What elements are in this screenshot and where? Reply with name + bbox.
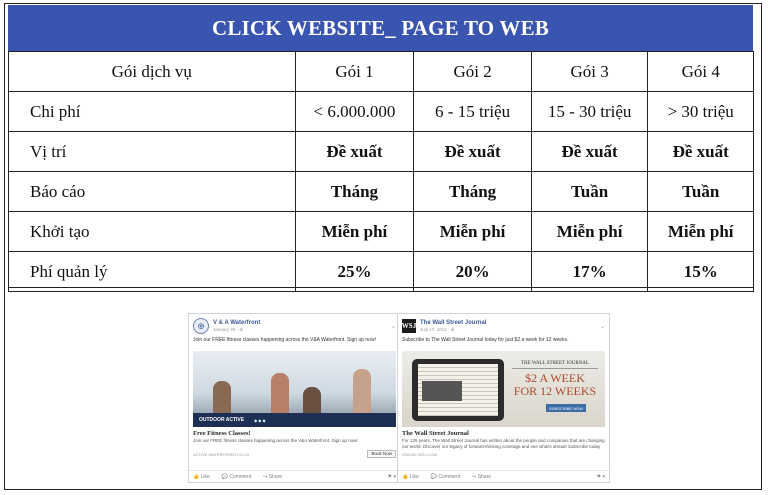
ad-headline[interactable]: The Wall Street Journal	[402, 430, 469, 437]
reactions-icon[interactable]: ⚑ ▾	[387, 473, 396, 480]
like-button[interactable]: 👍 Like	[193, 473, 210, 480]
row-label: Vị trí	[9, 132, 296, 172]
ad-header	[398, 314, 609, 335]
table-cell: Tháng	[295, 172, 414, 212]
table-header-row	[9, 52, 754, 92]
table-cell: Đề xuất	[648, 132, 754, 172]
page-name[interactable]: V & A Waterfront	[213, 319, 261, 326]
table-cell: 25%	[295, 252, 414, 292]
header-package: Gói dịch vụ	[9, 52, 296, 92]
table-cell: Tuần	[531, 172, 648, 212]
divider	[8, 287, 754, 288]
like-button[interactable]: 👍 Like	[402, 473, 419, 480]
header-package-2: Gói 2	[414, 52, 532, 92]
table-row-position	[9, 132, 754, 172]
header-package-1: Gói 1	[295, 52, 414, 92]
subscribe-now-button[interactable]: SUBSCRIBE NOW	[546, 404, 586, 412]
ad-url[interactable]: ACTIVE.WATERFRONT.CO.ZA	[193, 451, 250, 457]
ad-description: Join our FREE fitness classes happening across the V&A Waterfront. Sign up now!	[193, 438, 358, 443]
ad-text: Join our FREE fitness classes happening across the V&A Waterfront. Sign up now!	[193, 337, 376, 343]
table-row-cost	[9, 92, 754, 132]
table-row-report	[9, 172, 754, 212]
comment-button[interactable]: 💬 Comment	[430, 473, 461, 480]
book-now-button[interactable]: Book Now	[367, 450, 396, 458]
ad-header	[189, 314, 400, 335]
table-cell: Miễn phí	[648, 212, 754, 252]
chevron-down-icon[interactable]: ⌄	[599, 323, 605, 330]
table-cell: Đề xuất	[414, 132, 532, 172]
offer-panel	[512, 361, 598, 412]
table-cell: Miễn phí	[295, 212, 414, 252]
table-cell: 15%	[648, 252, 754, 292]
ad-actions	[189, 470, 400, 482]
row-label: Phí quản lý	[9, 252, 296, 292]
table-cell: > 30 triệu	[648, 92, 754, 132]
table-cell: 20%	[414, 252, 532, 292]
table-cell: Tháng	[414, 172, 532, 212]
header-package-4: Gói 4	[648, 52, 754, 92]
reactions-icon[interactable]: ⚑ ▾	[596, 473, 605, 480]
table-cell: 15 - 30 triệu	[531, 92, 648, 132]
outdoor-active-logo: OUTDOOR ACTIVE	[199, 416, 245, 423]
row-label: Chi phí	[9, 92, 296, 132]
offer-text: $2 A WEEK FOR 12 WEEKS	[513, 371, 597, 398]
wsj-logo-icon: WSJ	[402, 319, 416, 333]
page-name[interactable]: The Wall Street Journal	[420, 319, 487, 326]
table-cell: Miễn phí	[531, 212, 648, 252]
row-label: Báo cáo	[9, 172, 296, 212]
ad-image[interactable]	[193, 351, 396, 427]
share-button[interactable]: ↪ Share	[263, 473, 283, 480]
ad-image-strip	[193, 413, 396, 427]
pricing-table	[8, 51, 754, 292]
ad-text: Subscribe to The Wall Street Journal today for just $2 a week for 12 weeks.	[402, 337, 569, 343]
table-cell: < 6.000.000	[295, 92, 414, 132]
table-row-management-fee	[9, 252, 754, 292]
ad-footer	[189, 450, 400, 458]
ad-description: For 125 years, The Wall Street Journal has written about the people and companies that are changing our world. Discover our legacy of forward-thinking coverage and see what's ahead! Subscribe today	[402, 438, 605, 449]
facebook-ad-card	[397, 313, 610, 483]
header-package-3: Gói 3	[531, 52, 648, 92]
page-logo-icon: ◎	[193, 318, 209, 334]
table-row-setup	[9, 212, 754, 252]
row-label: Khởi tạo	[9, 212, 296, 252]
table-cell: Đề xuất	[295, 132, 414, 172]
ad-actions	[398, 470, 609, 482]
facebook-ad-card	[188, 313, 401, 483]
post-date: January 29 · ⊕	[213, 326, 244, 332]
table-cell: Đề xuất	[531, 132, 648, 172]
post-date: July 17, 2014 · ⊕	[420, 326, 455, 332]
table-cell: 17%	[531, 252, 648, 292]
sponsor-logos: ◆ ◆ ◆	[254, 417, 266, 423]
ad-headline[interactable]: Free Fitness Classes!	[193, 430, 251, 437]
wsj-wordmark: THE WALL STREET JOURNAL	[512, 361, 598, 369]
ad-image[interactable]	[402, 351, 605, 427]
ad-url[interactable]: ONLINE.WSJ.COM	[402, 451, 437, 457]
table-cell: Tuần	[648, 172, 754, 212]
ad-footer	[398, 450, 609, 458]
share-button[interactable]: ↪ Share	[472, 473, 492, 480]
comment-button[interactable]: 💬 Comment	[221, 473, 252, 480]
tablet-image	[412, 359, 504, 421]
table-cell: 6 - 15 triệu	[414, 92, 532, 132]
page-title: CLICK WEBSITE_ PAGE TO WEB	[8, 5, 753, 51]
chevron-down-icon[interactable]: ⌄	[390, 323, 396, 330]
table-cell: Miễn phí	[414, 212, 532, 252]
